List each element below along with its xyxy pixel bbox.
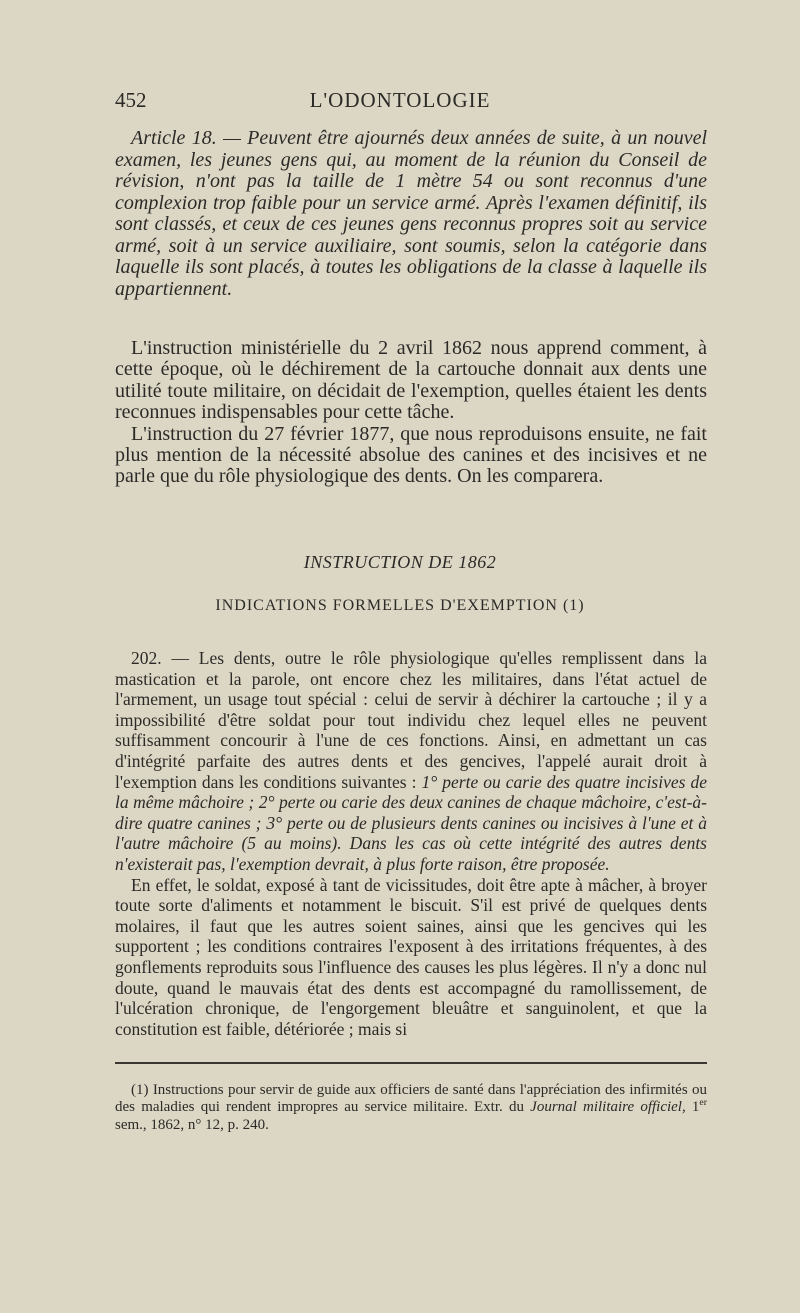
article-label: Article 18. xyxy=(131,127,217,149)
section-subtitle xyxy=(0,597,800,615)
footnote-reference[interactable]: (1) xyxy=(562,597,585,614)
article-text: — Peuvent être ajournés deux années de suite, à un nouvel examen, les jeunes gens qui, au moment de la réunion du Conseil de révision, n'ont pas la taille de 1 mètre 54 ou sont reconnus d'une complexion trop faible pour un service armé. Après l'examen définitif, ils sont classés, et ceux de ces jeunes gens reconnus propres soit au service armé, soit à un service auxiliaire, sont soumis, selon la catégorie dans laquelle ils sont placés, à toutes les obligations de la classe à laquelle ils appartiennent. xyxy=(115,127,708,300)
running-head xyxy=(0,88,800,116)
article-18-quote xyxy=(115,128,707,300)
footnote-text-after: sem., 1862, n° 12, p. 240. xyxy=(115,1116,269,1133)
exemption-paragraph-2: En effet, le soldat, exposé à tant de vicissitudes, doit être apte à mâcher, à broyer toute sorte d'aliments et notamment le biscuit. S'il est privé de quelques dents molaires, il faut que les autres soient saines, ainsi que les gencives qui les supportent ; les conditions contraires l'exposent à des irritations fréquentes, à des gonflements reproduits sous l'influence des causes les plus légères. Il n'y a donc nul doute, quand le mauvais état des dents est accompagné du ramollissement, de l'ulcération chronique, de l'engorgement bleuâtre et sanguinolent, et que la constitution est faible, détériorée ; mais si xyxy=(115,874,707,1039)
footnote xyxy=(115,1082,707,1134)
footnote-divider xyxy=(115,1062,707,1064)
body-text xyxy=(115,338,707,488)
page-number: 452 xyxy=(115,88,147,112)
footnote-text-middle: , 1 xyxy=(681,1099,700,1116)
exemption-paragraph-1 xyxy=(115,648,707,875)
footnote-superscript: er xyxy=(699,1097,707,1109)
body-paragraph-1: L'instruction ministérielle du 2 avril 1862 nous apprend comment, à cette époque, où le déchirement de la cartouche donnait aux dents une utilité toute militaire, on décidait de l'exemption, quelles étaient les dents reconnues indispensables pour cette tâche. xyxy=(115,337,707,424)
section-subtitle-text: INDICATIONS FORMELLES D'EXEMPTION xyxy=(215,597,558,614)
exemption-text xyxy=(115,648,707,1039)
footnote-journal: Journal militaire officiel xyxy=(530,1099,682,1116)
body-paragraph-2: L'instruction du 27 février 1877, que nous reproduisons ensuite, ne fait plus mention de la nécessité absolue des canines et des incisives et ne parle que du rôle physiologique des dents. On les comparera. xyxy=(115,422,707,488)
exemption-paragraph-1-roman: 202. — Les dents, outre le rôle physiologique qu'elles remplissent dans la mastication et la parole, ont encore chez les militaires, dans l'état actuel de l'armement, un usage tout spécial : celui de servir à déchirer la cartouche ; il y a impossibilité d'être soldat pour tout individu chez lequel elles ne peuvent suffisamment concourir à l'une de ces fonctions. Ainsi, en admettant un cas d'intégrité parfaite des autres dents et des gencives, l'appelé aurait droit à l'exemption dans les conditions suivantes : xyxy=(115,648,707,792)
section-title: INSTRUCTION DE 1862 xyxy=(303,552,497,572)
running-title: L'ODONTOLOGIE xyxy=(309,88,491,112)
footnote-marker: (1) xyxy=(131,1082,149,1098)
exemption-conditions: 1° perte ou carie des quatre incisives de la même mâchoire ; 2° perte ou carie des deux canines de chaque mâchoire, c'est-à-dire quatre canines ; 3° perte ou de plusieurs dents canines ou incisives à l'une et à l'autre mâchoire (5 au moins). Dans les cas où cette intégrité des autres dents n'existerait pas, l'exemption devrait, à plus forte raison, être proposée. xyxy=(115,771,707,874)
footnote-text-before: Instructions pour servir de guide aux officiers de santé dans l'appréciation des infirmités ou des maladies qui rendent impropres au service militaire. Extr. du xyxy=(115,1082,707,1116)
